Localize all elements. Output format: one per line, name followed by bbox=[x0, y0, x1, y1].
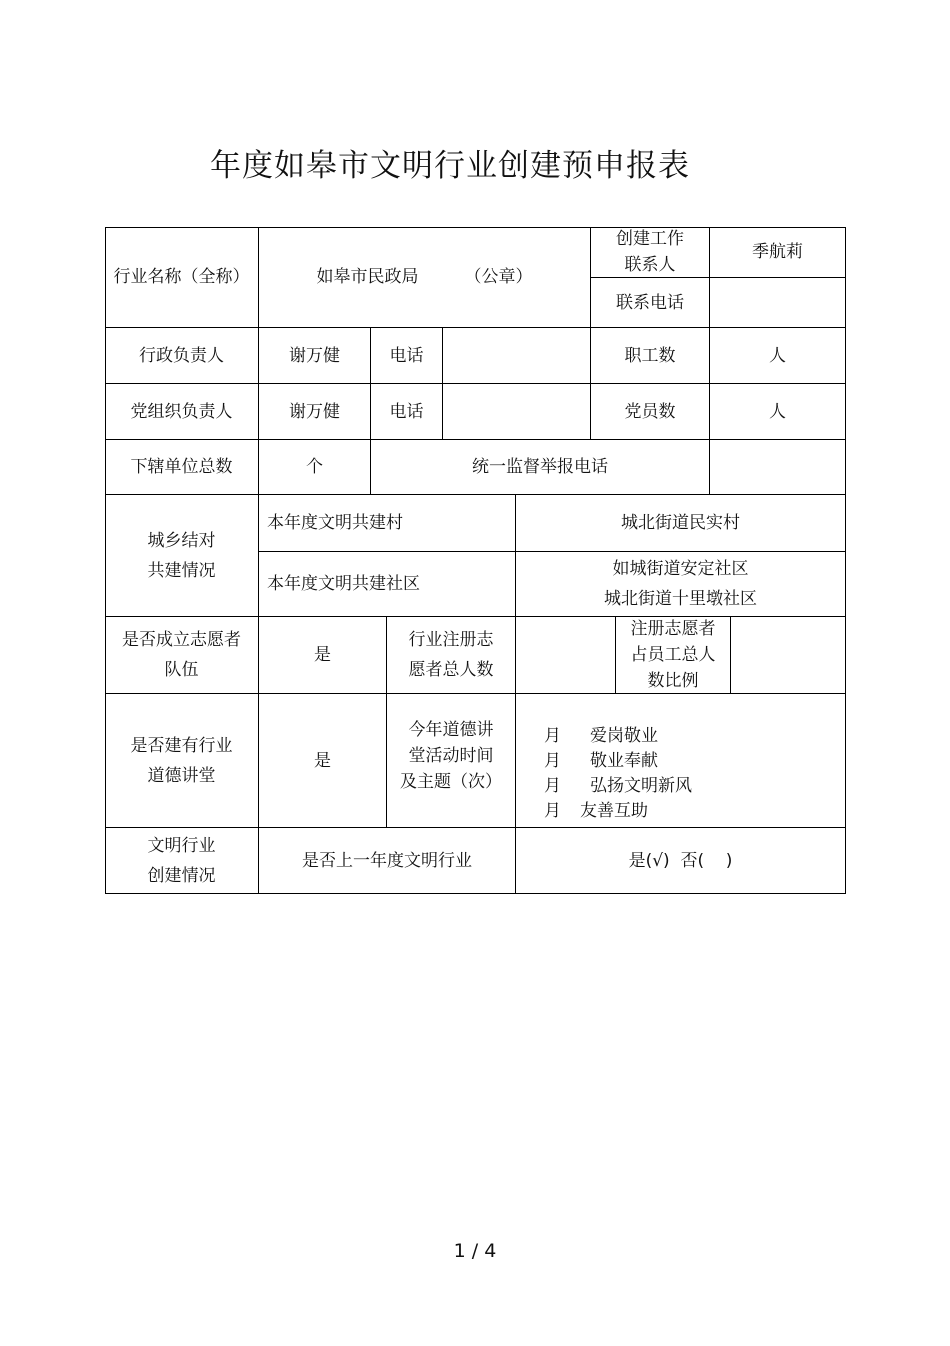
pairing-label-line-1: 城乡结对 bbox=[147, 530, 216, 551]
volunteer-label bbox=[105, 617, 259, 694]
page-number: 1 / 4 bbox=[453, 1240, 497, 1262]
activity-label bbox=[387, 694, 516, 828]
party-head-value: 谢万健 bbox=[259, 384, 371, 440]
subunits-label: 下辖单位总数 bbox=[105, 440, 259, 495]
hotline-label: 统一监督举报电话 bbox=[371, 440, 710, 495]
volunteer-ratio-value bbox=[731, 617, 846, 694]
last-year-label: 是否上一年度文明行业 bbox=[259, 828, 516, 894]
party-members-unit: 人 bbox=[710, 384, 846, 440]
activity-label-line-3: 及主题（次） bbox=[400, 771, 502, 792]
registered-volunteers-label bbox=[387, 617, 516, 694]
ratio-label-line-2: 占员工总人 bbox=[630, 645, 716, 665]
community-label: 本年度文明共建社区 bbox=[259, 552, 516, 617]
volunteer-label-line-1: 是否成立志愿者 bbox=[122, 630, 241, 650]
admin-head-value: 谢万健 bbox=[259, 328, 371, 384]
pairing-label-line-2: 共建情况 bbox=[147, 560, 216, 581]
application-form-table bbox=[105, 227, 846, 894]
community-value-2: 城北街道十里墩社区 bbox=[604, 589, 757, 609]
admin-head-label: 行政负责人 bbox=[105, 328, 259, 384]
admin-phone-value bbox=[443, 328, 591, 384]
volunteer-ratio-label bbox=[616, 617, 731, 694]
theme-row: 月 爱岗敬业 bbox=[544, 726, 658, 746]
last-year-value: 是(√) 否( ) bbox=[516, 828, 846, 894]
village-label: 本年度文明共建村 bbox=[259, 495, 516, 552]
theme-row: 月 友善互助 bbox=[544, 801, 648, 821]
ratio-label-line-3: 数比例 bbox=[647, 671, 699, 691]
activity-label-line-1: 今年道德讲 bbox=[408, 719, 494, 740]
contact-phone-label: 联系电话 bbox=[591, 278, 710, 328]
lecture-hall-value: 是 bbox=[259, 694, 387, 828]
volunteer-label-line-2: 队伍 bbox=[164, 660, 199, 680]
status-label-line-1: 文明行业 bbox=[147, 835, 216, 856]
hotline-value bbox=[710, 440, 846, 495]
contact-person-value: 季航莉 bbox=[710, 227, 846, 278]
party-head-label: 党组织负责人 bbox=[105, 384, 259, 440]
contact-person-label: 创建工作联系人 bbox=[591, 227, 710, 278]
theme-row: 月 敬业奉献 bbox=[544, 751, 658, 771]
pairing-label bbox=[105, 495, 259, 617]
industry-name-value: 如皋市民政局 bbox=[316, 267, 419, 287]
party-phone-value bbox=[443, 384, 591, 440]
activity-themes bbox=[516, 694, 846, 828]
registered-label-line-1: 行业注册志 bbox=[408, 630, 494, 650]
staff-count-unit: 人 bbox=[710, 328, 846, 384]
village-value: 城北街道民实村 bbox=[516, 495, 846, 552]
lecture-hall-label bbox=[105, 694, 259, 828]
page-title: 年度如皋市文明行业创建预申报表 bbox=[210, 148, 690, 184]
lecture-label-line-1: 是否建有行业 bbox=[130, 735, 233, 756]
lecture-label-line-2: 道德讲堂 bbox=[147, 765, 216, 786]
party-members-label: 党员数 bbox=[591, 384, 710, 440]
status-label-line-2: 创建情况 bbox=[147, 865, 216, 886]
contact-phone-value bbox=[710, 278, 846, 328]
staff-count-label: 职工数 bbox=[591, 328, 710, 384]
seal-note: （公章） bbox=[464, 267, 533, 287]
ratio-label-line-1: 注册志愿者 bbox=[630, 619, 716, 639]
industry-name-cell bbox=[259, 227, 591, 328]
subunits-unit: 个 bbox=[259, 440, 371, 495]
admin-phone-label: 电话 bbox=[371, 328, 443, 384]
community-value bbox=[516, 552, 846, 617]
volunteer-value: 是 bbox=[259, 617, 387, 694]
theme-row: 月 弘扬文明新风 bbox=[544, 776, 692, 796]
registered-label-line-2: 愿者总人数 bbox=[408, 660, 494, 680]
community-value-1: 如城街道安定社区 bbox=[612, 559, 749, 579]
activity-label-line-2: 堂活动时间 bbox=[408, 745, 494, 766]
creation-status-label bbox=[105, 828, 259, 894]
party-phone-label: 电话 bbox=[371, 384, 443, 440]
industry-name-label: 行业名称（全称） bbox=[105, 227, 259, 328]
registered-volunteers-value bbox=[516, 617, 616, 694]
